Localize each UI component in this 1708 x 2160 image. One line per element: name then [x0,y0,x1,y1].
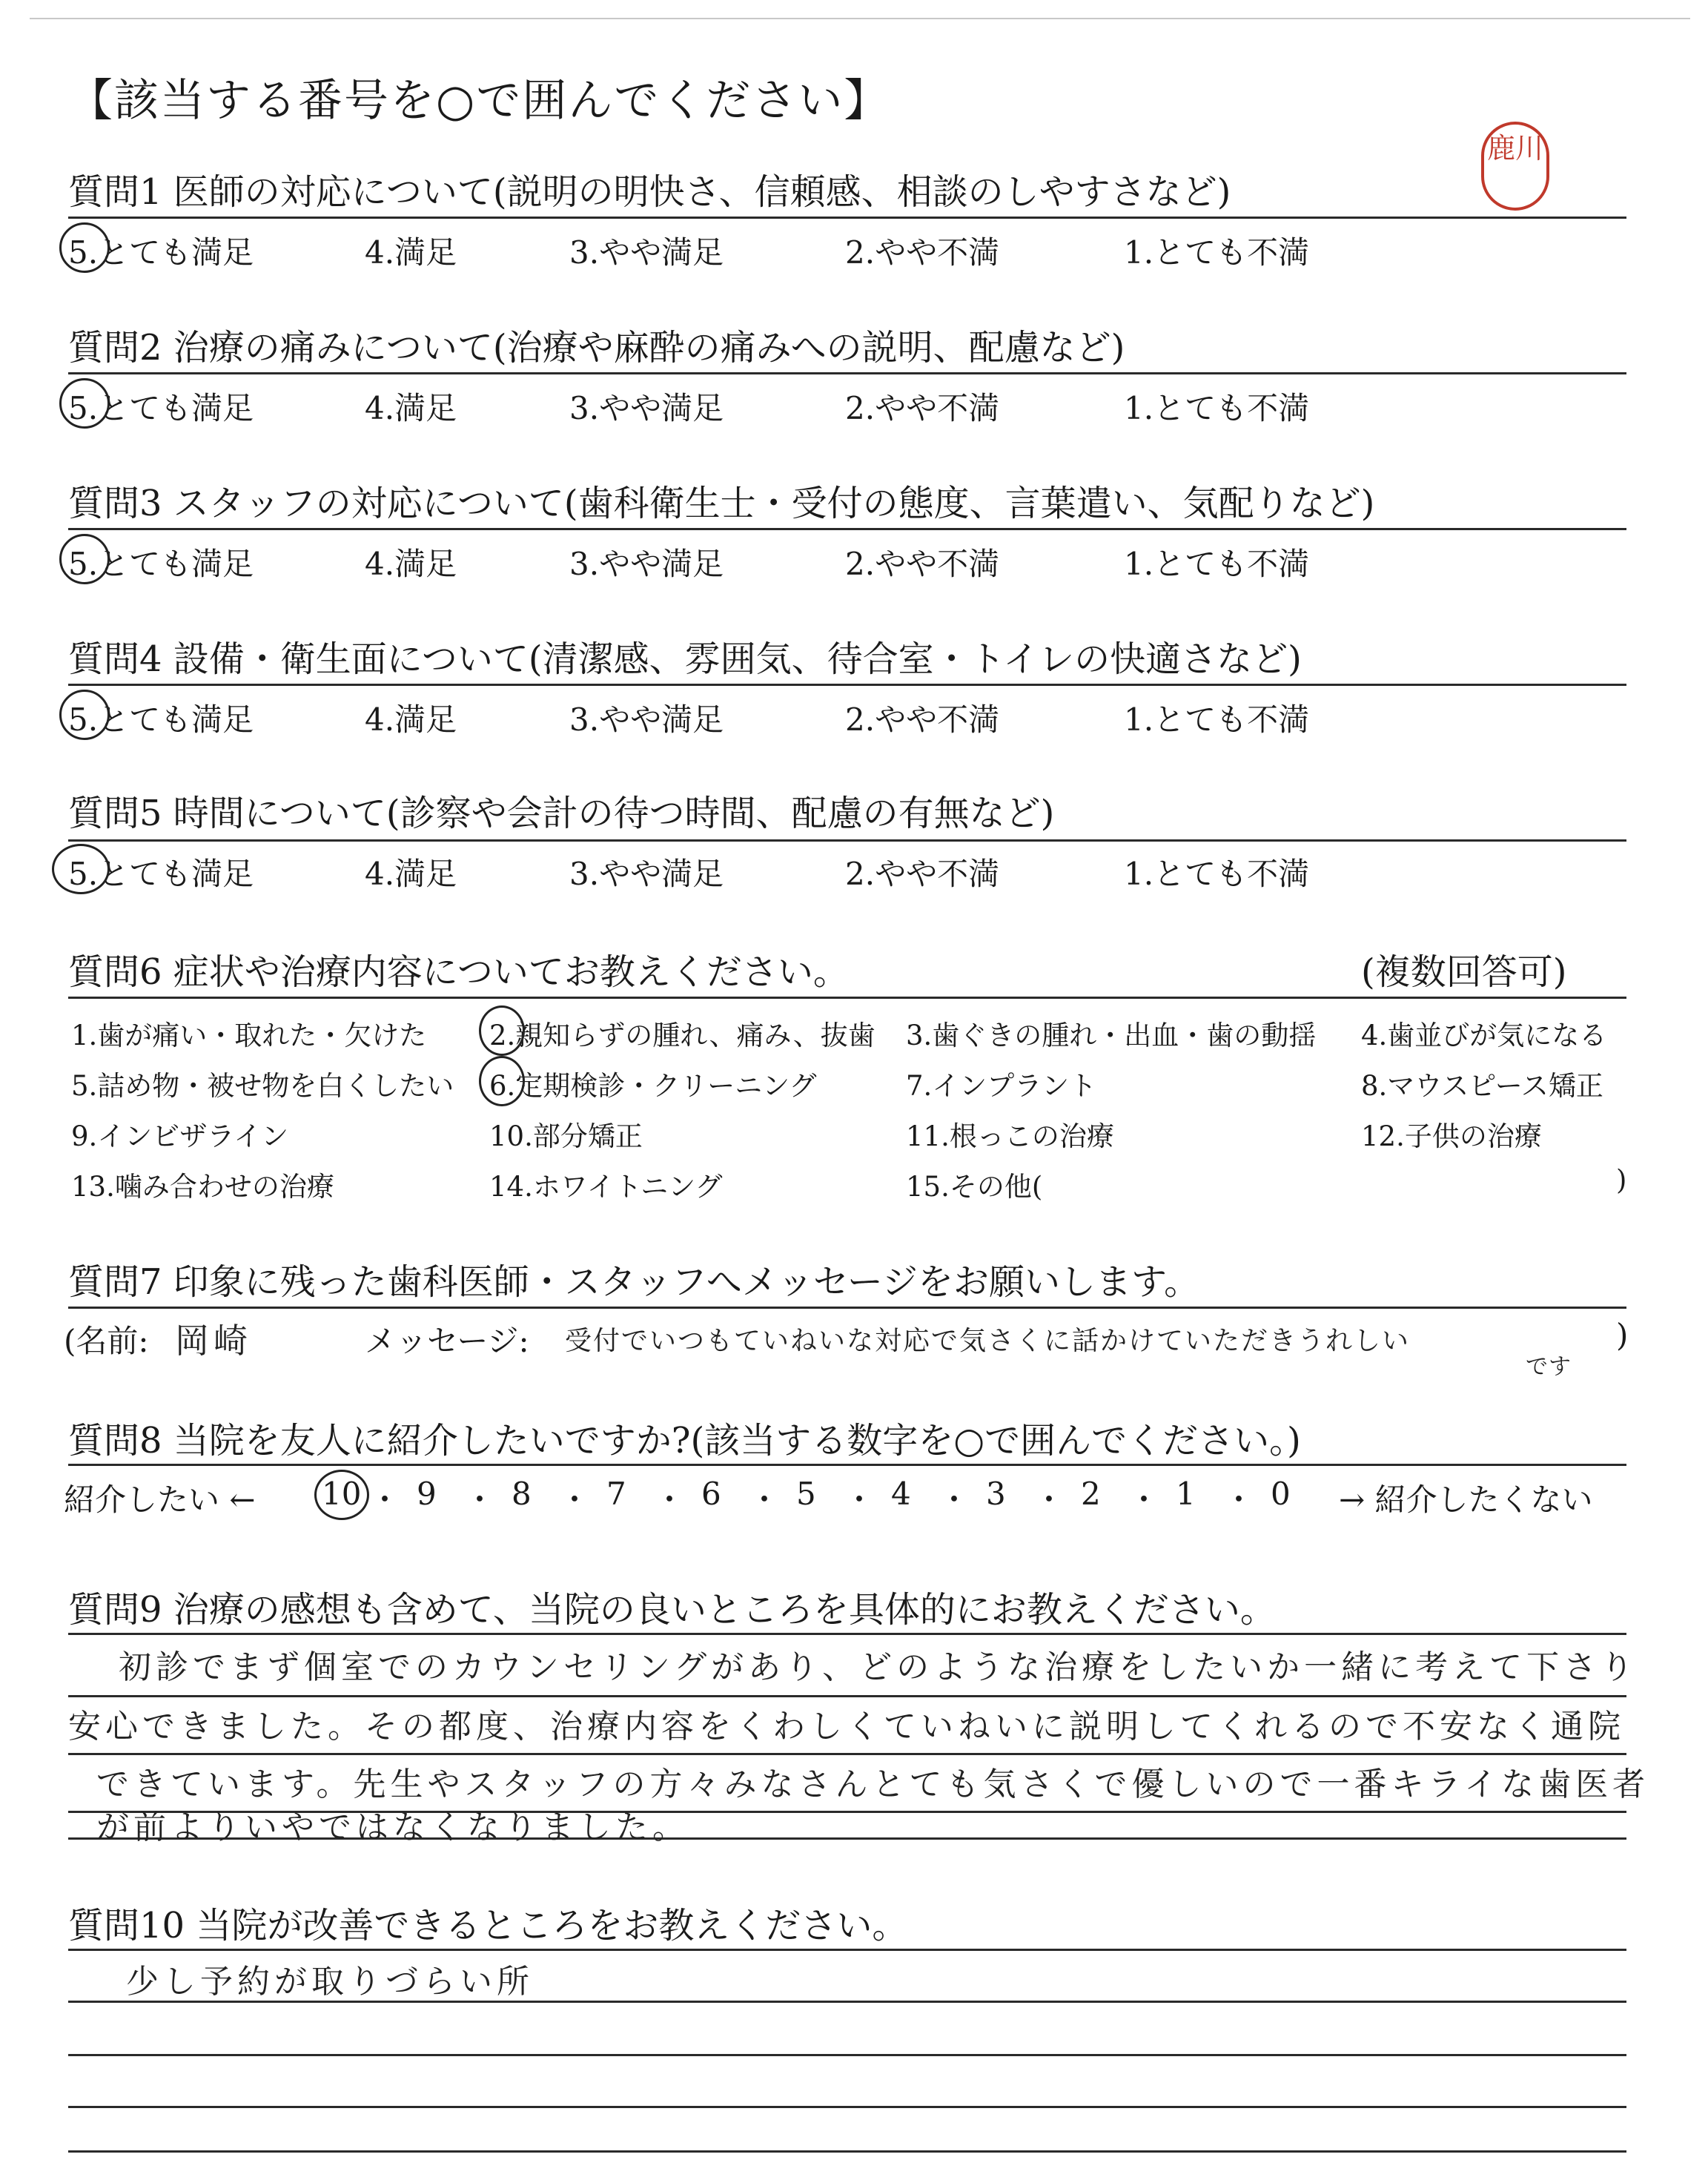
q6-option-12[interactable]: 12.子供の治療 [1361,1120,1542,1152]
q6-option-1[interactable]: 1.歯が痛い・取れた・欠けた [71,1020,427,1051]
top-border [30,18,1690,19]
q7-message-tail: です [1526,1354,1572,1380]
q8-scale-6[interactable]: 6 [701,1476,721,1512]
q2-option-2[interactable]: 2.やや不満 [845,390,1000,426]
divider [68,997,1626,999]
q8-scale-separator: ・ [1033,1482,1065,1518]
q6-option-2[interactable]: 2.親知らずの腫れ、痛み、抜歯 [489,1020,875,1051]
q8-scale-separator: ・ [369,1482,401,1518]
q1-option-5[interactable]: 5.とても満足 [68,234,254,271]
divider [68,684,1626,686]
q4-option-4[interactable]: 4.満足 [365,701,457,738]
q6-option-15-close: ) [1616,1164,1627,1196]
q8-scale-1[interactable]: 1 [1176,1476,1196,1512]
q7-close-paren: ) [1616,1317,1629,1353]
q8-scale-separator: ・ [464,1482,496,1518]
divider [68,217,1626,219]
divider [68,372,1626,374]
q8-scale-3[interactable]: 3 [986,1476,1006,1512]
q8-scale-separator: ・ [1223,1482,1255,1518]
q8-scale-5[interactable]: 5 [796,1476,816,1512]
q5-selection-circle [52,844,110,894]
question-4-label: 質問4 設備・衛生面について(清潔感、雰囲気、待合室・トイレの快適さなど) [68,638,1302,680]
question-1-label: 質問1 医師の対応について(説明の明快さ、信頼感、相談のしやすさなど) [68,171,1231,213]
q7-name-label: (名前: [64,1323,149,1359]
q8-selection-circle [314,1470,369,1520]
q8-right-label: → 紹介したくない [1339,1482,1593,1518]
q9-answer-line-3[interactable]: できています。先生やスタッフの方々みなさんとても気さくで優しいので一番キライな歯医者 [96,1766,1650,1803]
q8-scale-separator: ・ [559,1482,591,1518]
divider [68,2150,1626,2153]
q6-option-8[interactable]: 8.マウスピース矯正 [1361,1070,1603,1102]
divider [68,1307,1626,1309]
q8-scale-separator: ・ [1128,1482,1160,1518]
q2-option-5[interactable]: 5.とても満足 [68,390,254,426]
q4-option-1[interactable]: 1.とても不満 [1124,701,1310,738]
q8-scale-separator: ・ [749,1482,781,1518]
q6-option-9[interactable]: 9.インビザライン [71,1120,289,1152]
question-6-note: (複数回答可) [1361,951,1567,993]
divider [68,528,1626,530]
q7-message-value[interactable]: 受付でいつもていねいな対応で気さくに話かけていただきうれしい [565,1326,1411,1356]
q1-option-3[interactable]: 3.やや満足 [569,234,724,271]
question-7-label: 質問7 印象に残った歯科医師・スタッフへメッセージをお願いします。 [68,1261,1200,1303]
divider [68,1949,1626,1951]
q6-option-15[interactable]: 15.その他( [906,1171,1043,1203]
q9-answer-line-1[interactable]: 初診でまず個室でのカウンセリングがあり、どのような治療をしたいか一緒に考えて下さり [119,1648,1638,1686]
divider [68,1753,1626,1755]
q5-option-4[interactable]: 4.満足 [365,856,457,892]
q2-option-1[interactable]: 1.とても不満 [1124,390,1310,426]
q4-option-5[interactable]: 5.とても満足 [68,701,254,738]
q1-option-1[interactable]: 1.とても不満 [1124,234,1310,271]
q1-selection-circle [59,222,110,273]
q9-answer-line-4[interactable]: が前よりいやではなくなりました。 [96,1809,689,1846]
q8-scale-8[interactable]: 8 [512,1476,532,1512]
q3-option-3[interactable]: 3.やや満足 [569,546,724,582]
q3-option-5[interactable]: 5.とても満足 [68,546,254,582]
q8-scale-2[interactable]: 2 [1081,1476,1101,1512]
divider [68,1695,1626,1697]
q6-option-7[interactable]: 7.インプラント [906,1070,1097,1102]
q4-selection-circle [59,690,110,740]
question-8-label: 質問8 当院を友人に紹介したいですか?(該当する数字を○で囲んでください。) [68,1420,1301,1462]
page-title: 【該当する番号を○で囲んでください】 [68,75,890,127]
q2-selection-circle [59,378,110,429]
q10-answer[interactable]: 少し予約が取りづらい所 [126,1963,534,2001]
q8-scale-10[interactable]: 10 [322,1476,362,1512]
q4-option-3[interactable]: 3.やや満足 [569,701,724,738]
q6-option-14[interactable]: 14.ホワイトニング [489,1171,723,1203]
q2-option-3[interactable]: 3.やや満足 [569,390,724,426]
q8-scale-7[interactable]: 7 [606,1476,626,1512]
q6-option-3[interactable]: 3.歯ぐきの腫れ・出血・歯の動揺 [906,1020,1317,1051]
divider [68,1464,1626,1466]
q8-scale-separator: ・ [654,1482,686,1518]
q8-scale-separator: ・ [844,1482,875,1518]
q6-option-4[interactable]: 4.歯並びが気になる [1361,1020,1607,1051]
question-3-label: 質問3 スタッフの対応について(歯科衛生士・受付の態度、言葉遣い、気配りなど) [68,483,1375,524]
q6-option-5[interactable]: 5.詰め物・被せ物を白くしたい [71,1070,454,1102]
q4-option-2[interactable]: 2.やや不満 [845,701,1000,738]
q5-option-2[interactable]: 2.やや不満 [845,856,1000,892]
q8-left-label: 紹介したい ← [64,1482,256,1518]
q6-option-6[interactable]: 6.定期検診・クリーニング [489,1070,817,1102]
divider [68,1633,1626,1635]
question-9-label: 質問9 治療の感想も含めて、当院の良いところを具体的にお教えください。 [68,1589,1276,1631]
q5-option-3[interactable]: 3.やや満足 [569,856,724,892]
q3-option-4[interactable]: 4.満足 [365,546,457,582]
q6-selection-circle-2 [479,1005,525,1056]
q5-option-5[interactable]: 5.とても満足 [68,856,254,892]
divider [68,2054,1626,2056]
q6-selection-circle-6 [479,1056,525,1106]
q7-message-label: メッセージ: [365,1323,529,1359]
question-2-label: 質問2 治療の痛みについて(治療や麻酔の痛みへの説明、配慮など) [68,327,1125,369]
q3-selection-circle [59,534,110,584]
question-10-label: 質問10 当院が改善できるところをお教えください。 [68,1905,908,1946]
q8-scale-0[interactable]: 0 [1271,1476,1291,1512]
q6-option-11[interactable]: 11.根っこの治療 [906,1120,1114,1152]
q6-option-10[interactable]: 10.部分矯正 [489,1120,643,1152]
question-6-label: 質問6 症状や治療内容についてお教えください。 [68,951,849,993]
q8-scale-separator: ・ [939,1482,970,1518]
q3-option-1[interactable]: 1.とても不満 [1124,546,1310,582]
q9-answer-line-2[interactable]: 安心できました。その都度、治療内容をくわしくていねいに説明してくれるので不安なく通院 [68,1708,1625,1745]
q8-scale-9[interactable]: 9 [417,1476,437,1512]
question-5-label: 質問5 時間について(診察や会計の待つ時間、配慮の有無など) [68,793,1055,834]
q5-option-1[interactable]: 1.とても不満 [1124,856,1310,892]
divider [68,2106,1626,2108]
q8-scale-4[interactable]: 4 [891,1476,911,1512]
q7-name-value[interactable]: 岡崎 [175,1321,252,1361]
q2-option-4[interactable]: 4.満足 [365,390,457,426]
divider [68,839,1626,842]
q3-option-2[interactable]: 2.やや不満 [845,546,1000,582]
stamp-seal: 鹿川 [1481,122,1549,211]
q1-option-4[interactable]: 4.満足 [365,234,457,271]
q1-option-2[interactable]: 2.やや不満 [845,234,1000,271]
q6-option-13[interactable]: 13.噛み合わせの治療 [71,1171,334,1203]
